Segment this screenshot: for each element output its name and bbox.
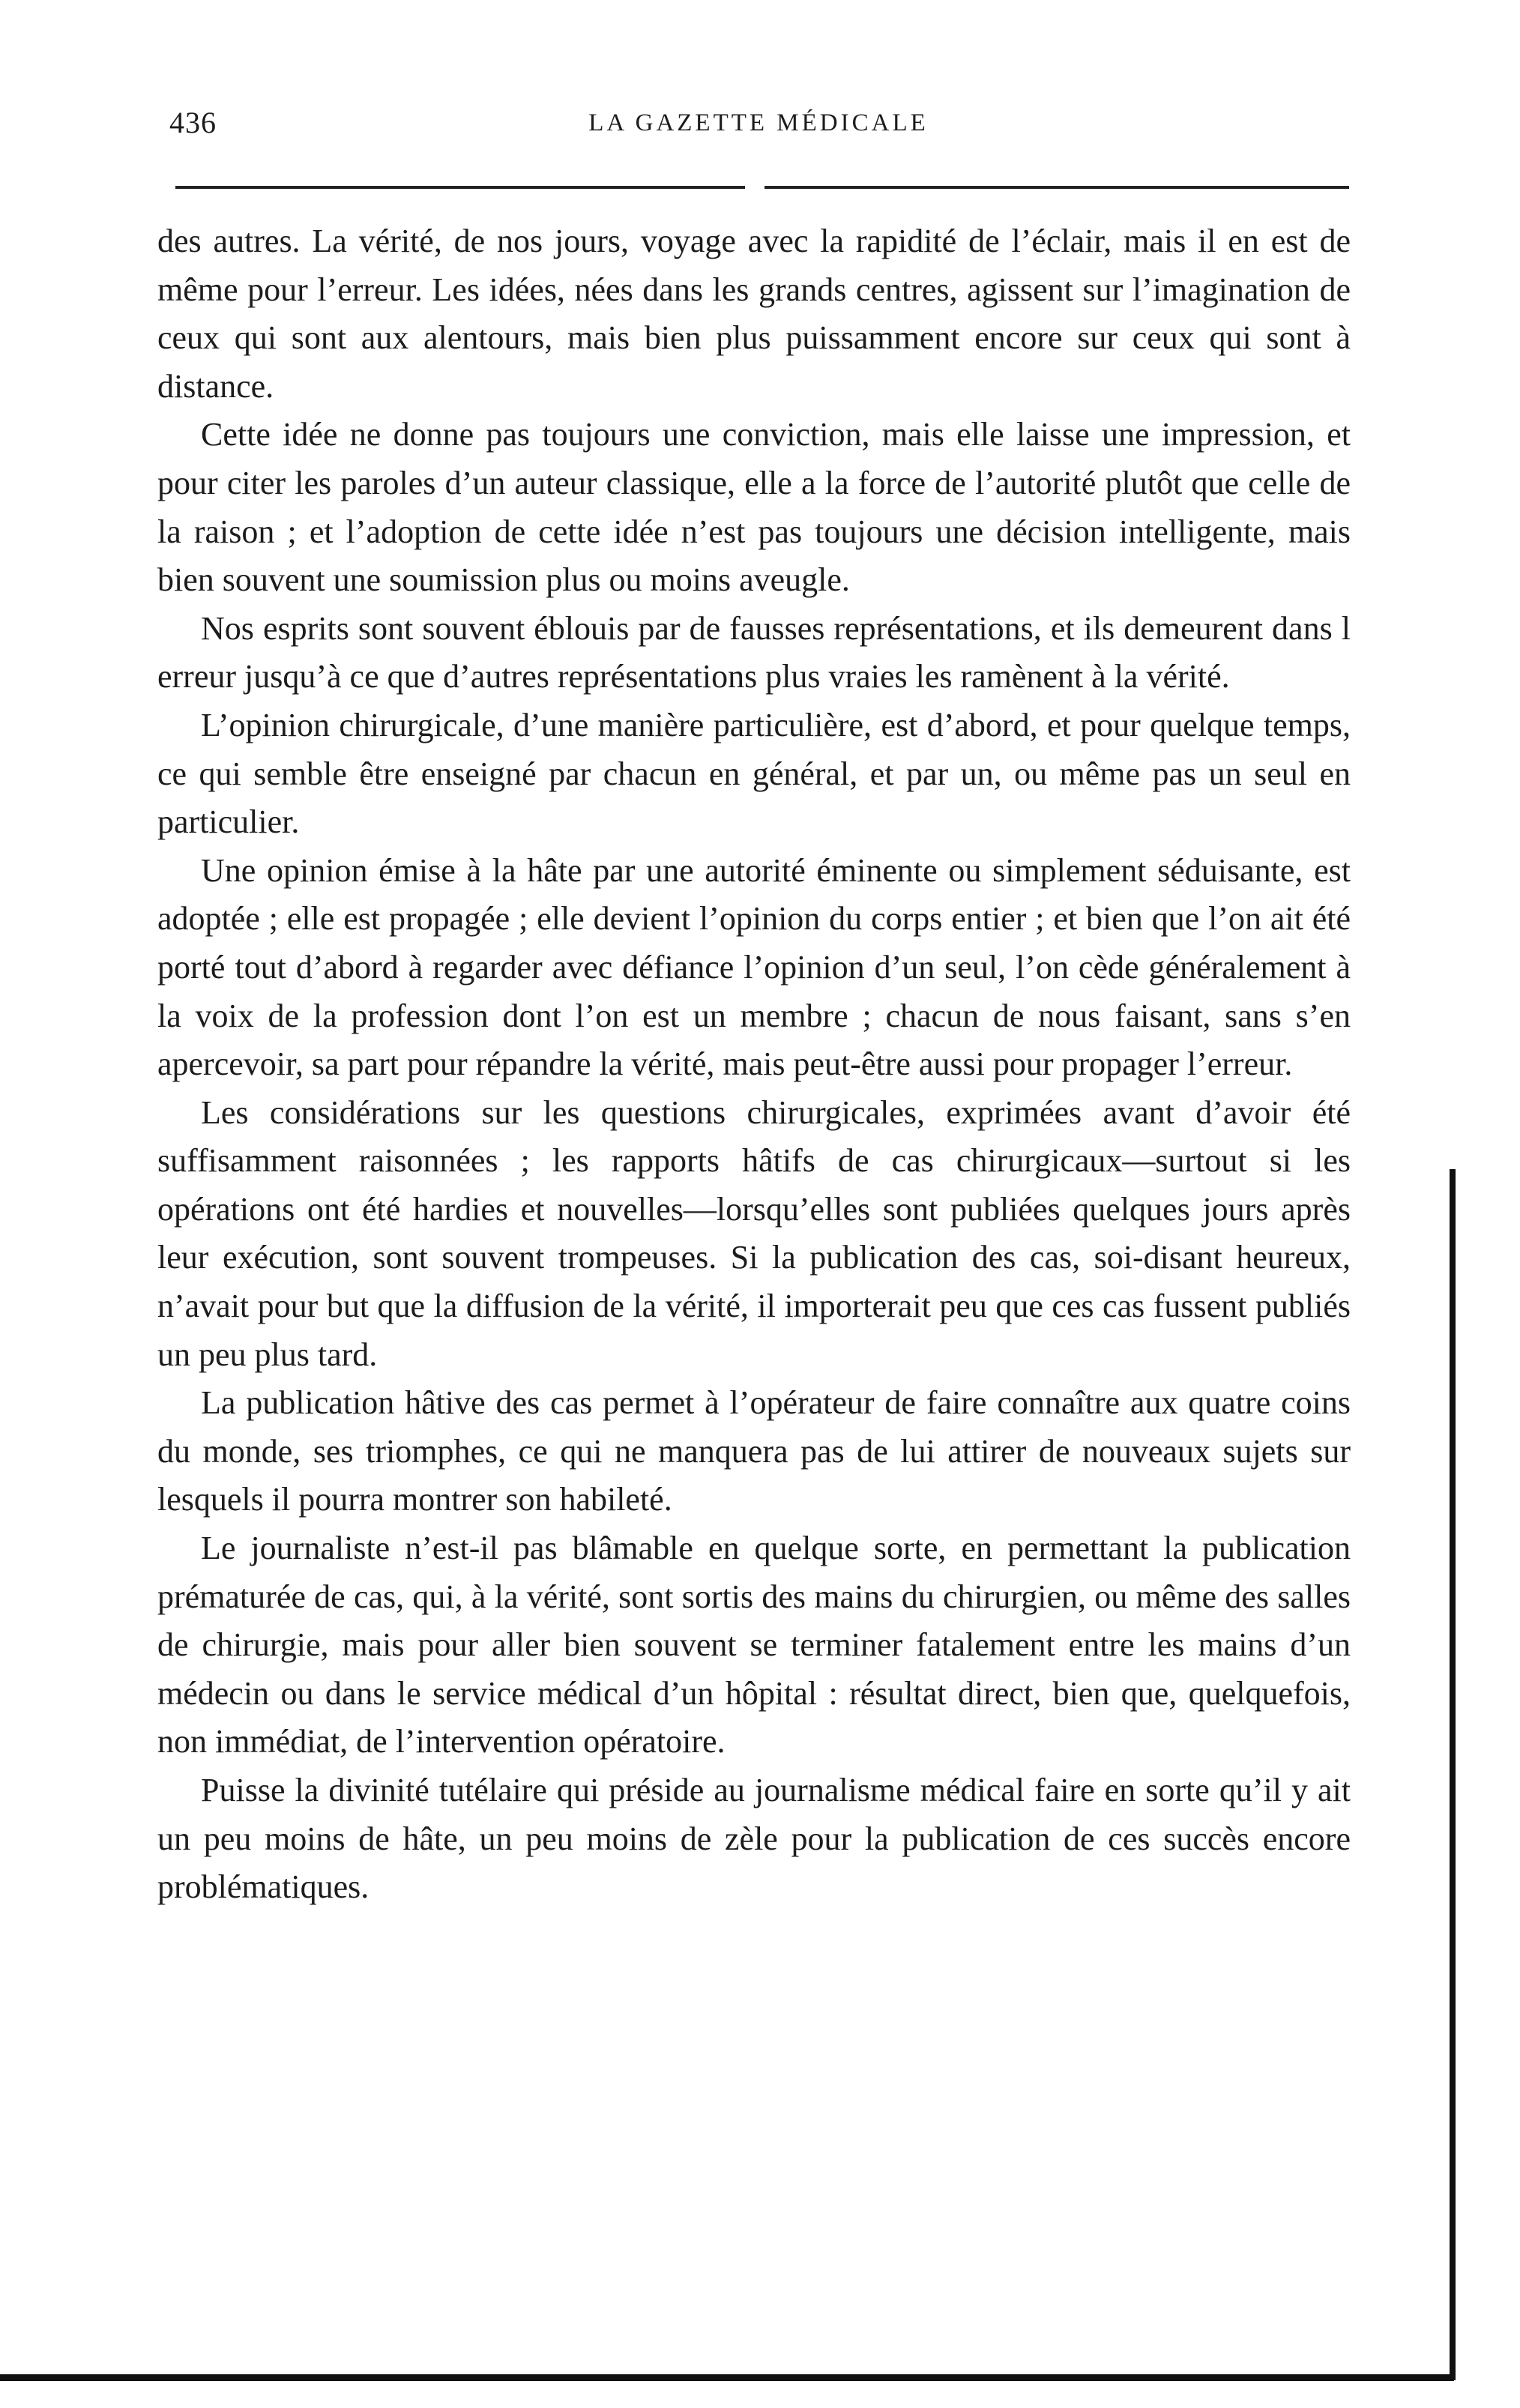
paragraph-1: des autres. La vérité, de nos jours, voyage avec la rapidité de l’éclair, mais il en est de même pour l’erreur. Les idées, nées dans les grands centres, agissent sur l’imagination de ceux qui sont aux alentours, mais bien plus puissamment encore sur ceux qui sont à distance. [157,223,1351,405]
page-number: 436 [169,106,217,139]
running-head [169,105,1348,150]
paragraph-4: L’opinion chirurgicale, d’une manière particulière, est d’abord, et pour quelque temps, ce qui semble être enseigné par chacun en général, et par un, ou même pas un seul en particulier. [157,706,1351,841]
journal-title: LA GAZETTE MÉDICALE [588,109,929,136]
paragraph-8: Le journaliste n’est-il pas blâmable en quelque sorte, en permettant la publication prématurée de cas, qui, à la vérité, sont sortis des mains du chirurgien, ou même des salles de chirurgie, mais pour aller bien souvent se terminer fatalement entre les mains d’un médecin ou dans le service médical d’un hôpital : résultat direct, bien que, quelquefois, non immédiat, de l’intervention opératoire. [157,1530,1351,1760]
paragraph-6: Les considérations sur les questions chirurgicales, exprimées avant d’avoir été suffisamment raisonnées ; les rapports hâtifs de cas chirurgicaux—surtout si les opérations ont été hardies et nouvelles—lorsqu’elles sont publiées quelques jours après leur exécution, sont souvent trompeuses. Si la publication des cas, soi-disant heureux, n’avait pour but que la diffusion de la vérité, il importerait peu que ces cas fussent publiés un peu plus tard. [157,1093,1351,1373]
header-rule-right [764,186,1349,189]
paragraph-5: Une opinion émise à la hâte par une autorité éminente ou simplement séduisante, est adoptée ; elle est propagée ; elle devient l’opinion du corps entier ; et bien que l’on ait été porté tout d’abord à regarder avec défiance l’opinion d’un seul, l’on cède généralement à la voix de la profession dont l’on est un membre ; chacun de nous faisant, sans s’en apercevoir, sa part pour répandre la vérité, mais peut-être aussi pour propager l’erreur. [157,851,1351,1083]
header-rule-left [175,186,745,189]
body-text [157,217,1351,1912]
paragraph-3: Nos esprits sont souvent éblouis par de fausses représentations, et ils demeurent dans l erreur jusqu’à ce que d’autres représentations plus vraies les ramènent à la vérité. [157,609,1351,695]
page-edge-shadow [1450,1169,1456,2380]
paragraph-7: La publication hâtive des cas permet à l’opérateur de faire connaître aux quatre coins du monde, ses triomphes, ce qui ne manquera pas de lui attirer de nouveaux sujets sur lesquels il pourra montrer son habileté. [157,1384,1351,1518]
paragraph-2: Cette idée ne donne pas toujours une conviction, mais elle laisse une impression, et pour citer les paroles d’un auteur classique, elle a la force de l’autorité plutôt que celle de la raison ; et l’adoption de cette idée n’est pas toujours une décision intelligente, mais bien souvent une soumission plus ou moins aveugle. [157,416,1351,599]
page-bottom-edge [0,2374,1454,2381]
paragraph-9: Puisse la divinité tutélaire qui préside au journalisme médical faire en sorte qu’il y ait un peu moins de hâte, un peu moins de zèle pour la publication de ces succès encore problématiques. [157,1772,1351,1906]
